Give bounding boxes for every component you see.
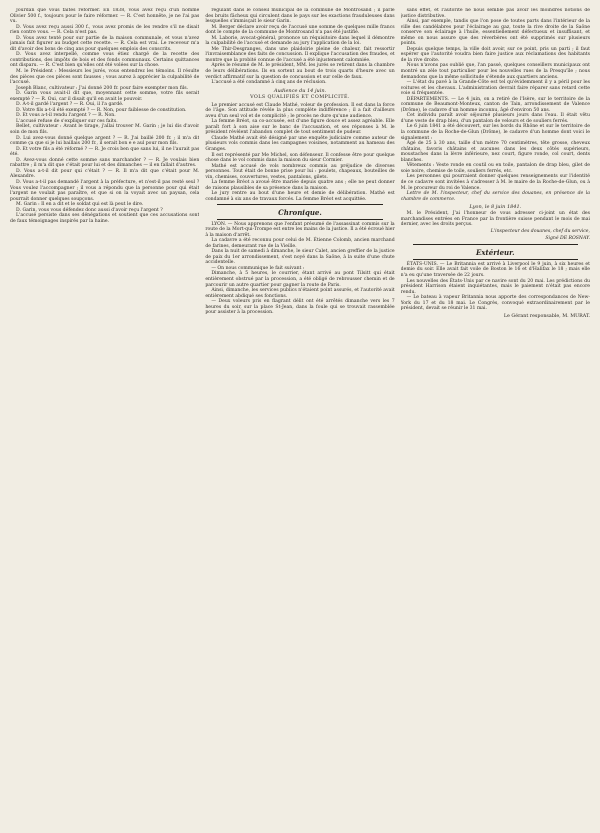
paragraph: D. Et votre fils a été réformé ? — R. Je crois ben que sans lui, il ne l'aurait pas été. [10,146,200,158]
paragraph: Me Thir-Desgranges, dans une plaidoirie pleine de chaleur, fait ressortir l'invraisemblance des faits de concussion. Il explique l'accusation des fraudes, et montre que la probité connue de l'accusé a été injustement calomniée. [205,46,395,63]
paragraph: sans effet, et l'autorité ne nous semble pas avoir les moindres notions de justice distributive. [400,8,590,19]
letter-title: Lettre de M. l'inspecteur, chef du service des douanes, en présence de la chambre de commerce. [400,191,590,202]
paragraph: Ainsi, dimanche, les services publics n'étaient point assurés, et l'autorité avait entièrement abdiqué ses fonctions. [205,288,395,299]
section-heading-exterieur: Extérieur. [476,247,515,257]
paragraph: D. A-t-il gardé l'argent ? — R. Oui, il l'a gardé. [16,102,124,108]
paragraph: D. Vous avez reçu aussi 300 f., vous avez promis de les rendre s'il ne disait rien contre vous. — R. Cela n'est pas. [10,24,200,36]
paragraph: D. Vous a-t-il dit pour qui c'était ? — R. Il m'a dit que c'était pour M. Alexandre. [10,168,200,180]
paragraph: Le 6 juin 1841 a été découvert, sur les bords du Rhône et sur le territoire de la commune de la Roche-de-Glun (Drôme), le cadavre d'un homme dont voici le signalement : [400,124,590,141]
paragraph: Les nouvelles des États-Unis par ce navire sont du 20 mai. Les prédictions du président Harrison étaient inquiétantes, mais le paiement n'était pas encore rendu. [400,278,590,295]
letter-signoff: L'inspecteur des douanes, chef du service, [490,228,590,234]
paragraph: D. Et vous a-t-il rendu l'argent ? — R. Non. [16,113,116,119]
paragraph: D. Garin vous avait-il dit que, moyennant cette somme, votre fils serait exempté ? — R. Oui, car il disait qu'il en avait le pouvoir. [10,91,200,102]
paragraph: DÉPARTEMENTS. — Le 4 juin, on a retiré de l'Isère, sur le territoire de la commune de Beaumont-Monteux, canton de Tain, arrondissement de Valence (Drôme), le cadavre d'un homme inconnu, âgé d'environ 50 ans. [400,96,590,113]
paragraph: Jourdan que vous faites réformer. En 1838, vous avez reçu d'un nommé Olivier 500 f., toujours pour le faire réformer. — R. C'est honnête, je ne l'ai pas vu. [10,8,200,25]
paragraph: Après le résumé de M. le président, MM. les jurés se retirent dans la chambre de leurs délibérations. Ils en sortent au bout de trois quarts d'heure avec un verdict affirmatif sur la question de concussion et sur celle de faux. [205,63,395,80]
section-divider [413,244,578,245]
paragraph: M. le Président, J'ai l'honneur de vous adresser ci-joint un état des marchandises entrées en France par la frontière suisse pendant le mois de mai dernier, avec les droits perçus. [400,211,590,228]
paragraph: régulant dans le conseil municipal de la commune de Montrosand ; il parle des bruits fâcheux qui circulent dans le pays sur les exactions frauduleuses dans lesquelles s'immisçait le sieur Garin. [205,8,395,25]
paragraph: Claude Mathé avait été désigné par une enquête judiciaire comme auteur de plusieurs vols commis dans les campagnes voisines, notamment au hameau des Granges. [205,135,395,153]
paragraph: Âgé de 25 à 30 ans, taille d'un mètre 70 centimètres, tête grosse, cheveux châtains, favoris châtains et aucunes dans les deux côtés supérieurs, moustaches dans la lèvre inférieure, nez court, figure ronde, col court, dents blanches. [400,141,590,163]
paragraph: M. Berger déclare avoir reçu de l'accusé une somme de quelques mille francs dont le compte de la commune de Montrosand n'a pas été justifié. [205,24,395,36]
paragraph: L'accusé persiste dans ses dénégations et soutient que ces accusations sont de faux témoignages inspirés par la haine. [10,213,200,224]
section-divider [413,259,578,260]
paragraph: M. le Président : Messieurs les jurés, vous entendrez les témoins. Il résulte des pièces que ces pièces sont fausses ; vous aurez à apprécier la culpabilité de l'accusé. [10,69,200,86]
paragraph: Les personnes qui pourraient donner quelques renseignements sur l'identité de ce cadavre sont invitées à s'adresser à M. le maire de la Roche-de-Glun, ou à M. le procureur du roi de Valence. [400,174,590,191]
paragraph: — On nous communique le fait suivant : [211,265,305,271]
paragraph: Ainsi, par exemple, tandis que l'on pose de toutes parts dans l'intérieur de la ville des candélabres pour l'éclairage au gaz, toute la rive droite de la Saône conserve son éclairage à l'huile, essentiellement défectueux et insuffisant, et même on nous assure que des réverbères ont été supprimés sur plusieurs points. [400,19,590,47]
paragraph: La femme Bréot, sa co-accusée, est d'une figure douce et assez agréable. Elle paraît fort à son aise sur le banc de l'accusation, et ses réponses à M. le président révèlent l'abandon complet de tout sentiment de pudeur. [205,119,395,136]
paragraph: Le jury rentre au bout d'une heure et demie de délibération. Mathé est condamné à six ans de travaux forcés. La femme Bréot est acquittée. [205,191,395,202]
paragraph: ÉTATS-UNIS. — Le Britannia est arrivé à Liverpool le 9 juin, à six heures et demie du soir. Elle avait fait voile de Boston le 16 et d'Halifax le 18 ; mais elle n'a eu qu'une traversée de 22 jours. [400,261,590,278]
paragraph: — L'état du pavé à la Grande-Côte est tel qu'évidemment il y a péril pour les voitures et les chevaux. L'administration devrait faire réparer sans retard cette voie si fréquentée. [400,80,590,97]
column-2 [205,8,394,825]
paragraph: D. Avez-vous donné cette somme sans marchander ? — R. Je voulais bien rabattre ; il m'a dit que c'était pour lui et des dimanches — il en fallait d'autres. [10,157,200,169]
paragraph: Dimanche, à 5 heures, le courrier, étant arrivé au pont Tilsitt qui était entièrement obstrué par la procession, a été obligé de rebrousser chemin et de parcourir un autre quartier pour gagner la route de Paris. [205,271,395,288]
section-divider [217,219,382,220]
paragraph: D. Vous avez tenté pour sur partie de la maison communale, et vous n'avez jamais fait figurer au budget cette recette. — R. Cela est vrai. Le receveur m'a dit d'avoir des bons de cinq ans pour quelques emplois des conscrits. [10,35,200,52]
paragraph: Nous n'avons pas oublié que, l'an passé, quelques conseillers municipaux ont montré un zèle tout particulier pour les nouvelles rues de la Presqu'île ; nous demandons que la même sollicitude s'étende aux quartiers anciens. [400,63,590,80]
paragraph: Il est représenté par Me Michel, son défenseur. Il confesse être pour quelque chose dans le vol commis dans la maison du sieur Cormier. [205,152,395,164]
section-divider [217,204,382,205]
hearing-date-heading: Audience du 14 juin. [273,87,327,94]
column-3 [401,8,590,825]
paragraph: Mathé est accusé de vols nombreux commis au préjudice de diverses personnes. Tout était de bonne prise pour lui : poulets, chapeaux, bouteilles de vin, chemises, couvertures, vestes, pantalons, gilets. [205,163,395,180]
case-title: VOLS QUALIFIÉS ET COMPLICITÉ. [250,94,350,100]
paragraph: LYON. — Nous apprenons que l'enfant présumé de l'assassinat commis sur la route de la Mort-qui-Trompe est entre les mains de la justice. Il a été écroué hier à la maison d'arrêt. [205,221,395,238]
paragraph: Le premier accusé est Claude Mathé, voleur de profession. Il est dans la force de l'âge. Son attitude révèle la plus complète indifférence ; il a fait d'ailleurs aveu d'un seul vol et de complicité ; le procès ne dure qu'une audience. [205,102,395,119]
paragraph: L'accusé refuse de s'expliquer sur ces faits. [16,118,118,124]
paragraph: Vêtements : Veste ronde en coutil ou en toile, pantalon de drap bleu, gilet de soie noire, chemise de toile, souliers ferrés, etc. [400,163,590,174]
paragraph: D. Lui avez-vous donné quelque argent ? — R. J'ai baillé 200 fr. ; il m'a dit comme ça que si je lui baillais 200 fr., il serait bon e e aul pour mon fils. [10,135,200,147]
paragraph: — Deux voleurs pris en flagrant délit ont été arrêtés dimanche vers les 7 heures du soir, sur la place St-Jean, dans la foule qui se trouvait rassemblée pour assister à la procession. [205,299,395,316]
paragraph: D. Garin, vous vous défendez donc aussi d'avoir reçu l'argent ? [16,207,163,213]
column-1 [10,8,199,825]
section-heading-chronique: Chronique. [278,207,322,217]
paragraph: D. Vous a-t-il pas demandé l'argent à la préfecture, et n'est-il pas resté seul ? Vous voulez l'accompagner ; il vous a répondu que la personne pour qui était l'argent ne voulait pas paraître, et que si on la voyait avec un paysan, cela pourrait donner quelques soupçons. [10,179,200,202]
letter-dateline: Lyon, le 8 juin 1841. [469,204,522,211]
paragraph: D. Votre fils a-t-il été exempté ? — R. Non, pour faiblesse de constitution. [16,107,187,113]
paragraph: Joseph Blanc, cultivateur : J'ai donné 200 fr. pour faire exempter mon fils. [16,85,189,91]
paragraph: Cet individu paraît avoir séjourné plusieurs jours dans l'eau. Il était vêtu d'une veste de drap bleu, d'un pantalon de velours et de souliers ferrés. [400,113,590,124]
paragraph: La femme Bréot a avoué être mariée depuis quatre ans ; elle ne peut donner de raisons plausibles de sa présence dans la maison. [205,180,395,191]
letter-signature: Signé DE ROSNAY. [545,236,590,242]
publisher-signature: Le Gérant responsable, M. MURAT. [503,313,590,319]
paragraph: Depuis quelque temps, la ville doit avoir, sur ce point, pris un parti ; il faut espérer que l'autorité voudra bien faire justice aux réclamations des habitants de la rive droite. [400,46,590,63]
paragraph: M. Laborie, avocat-général, prononce un réquisitoire dans lequel il démontre la culpabilité de l'accusé et demande au jury l'application de la loi. [205,35,395,47]
paragraph: Bellet, cultivateur : Avant le tirage, j'allai trouver M. Garin ; je lui dis d'avoir soin de mon fils. [10,124,200,136]
paragraph: La cadavre a été reconnu pour celui de M. Étienne Colomb, ancien marchand de farines, demeurant rue de la Vieille. [205,238,395,249]
paragraph: D. Vous avez interpellé, comme vous étiez chargé de la recette des contributions, des impôts de bois et des fonds communaux. Certains quittances ont disparu. — R. C'est bien qu'elles ont été volées sur la chose. [10,52,200,69]
paragraph: L'accusé a été condamné à cinq ans de réclusion. [211,80,327,86]
paragraph: M. Garin : Il en a dit et le soldat qui est là peut le dire. [16,202,144,208]
paragraph: — Le bateau à vapeur Britannia nous apporte des correspondances de New-York du 17 et du 18 mai. Le Congrès, convoqué extraordinairement par le président, devait se réunir le 31 mai. [400,295,590,312]
paragraph: Dans la nuit de samedi à dimanche, le sieur Calet, ancien greffier de la justice de paix du 1er arrondissement, s'est noyé dans la Saône, à la suite d'une chute accidentelle. [205,249,395,266]
